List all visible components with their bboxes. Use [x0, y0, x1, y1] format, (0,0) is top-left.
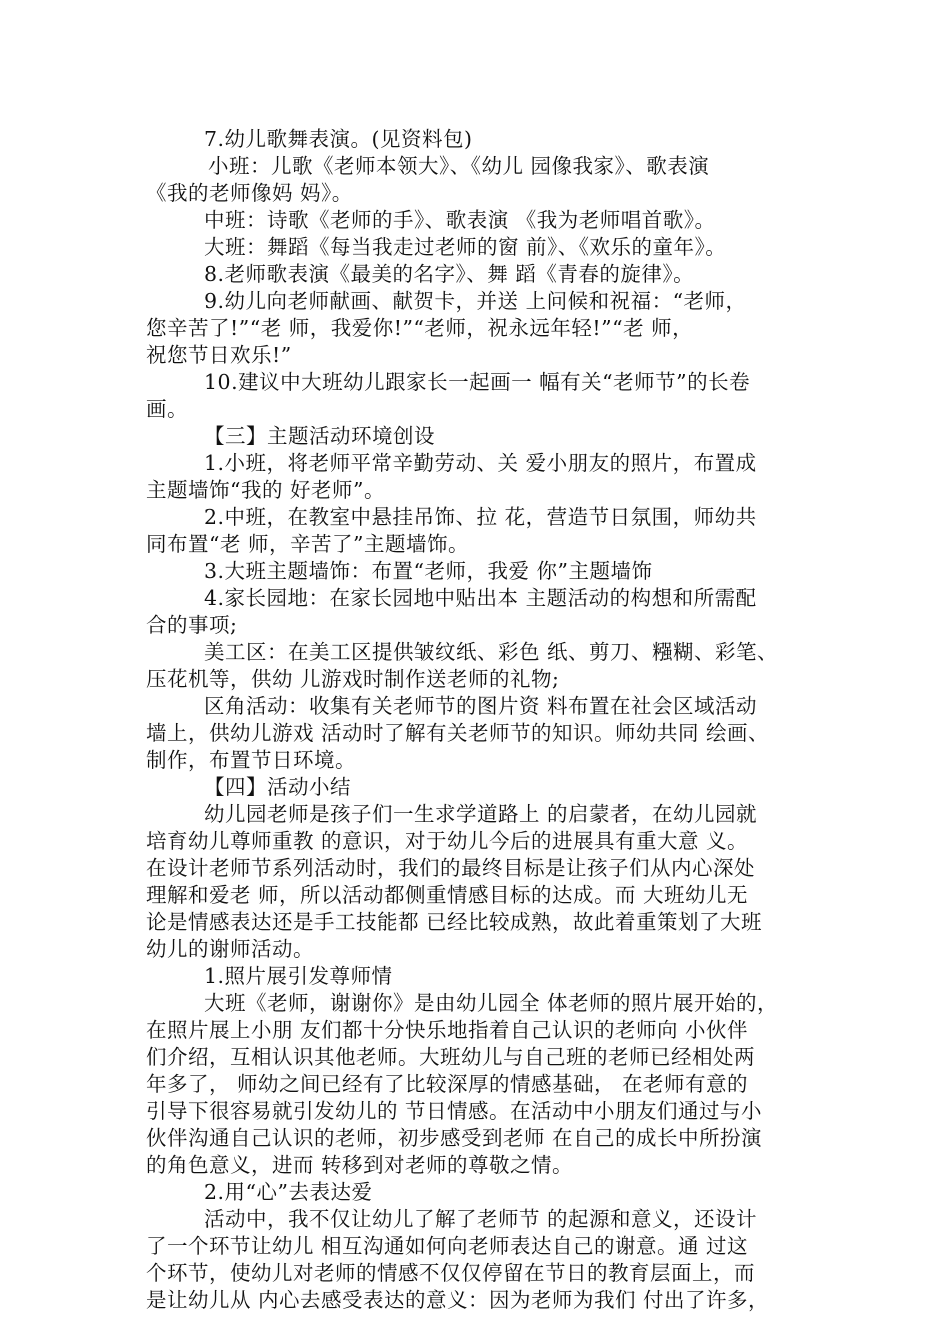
text-line: 您辛苦了!”“老 师，我爱你!”“老师，祝永远年轻!”“老 师， — [146, 316, 694, 340]
text-line: 【四】活动小结 — [204, 775, 351, 799]
text-line: 大班：舞蹈《每当我走过老师的窗 前》、《欢乐的童年》。 — [204, 235, 727, 259]
text-line: 祝您节日欢乐!” — [146, 343, 292, 367]
text-line: 小班：儿歌《老师本领大》、《幼儿 园像我家》、歌表演 — [208, 154, 710, 178]
text-line: 活动中，我不仅让幼儿了解了老师节 的起源和意义，还设计 — [204, 1207, 758, 1231]
text-line: 【三】主题活动环境创设 — [204, 424, 435, 448]
text-line: 是让幼儿从 内心去感受表达的意义：因为老师为我们 付出了许多， — [146, 1288, 770, 1312]
text-line: 1.照片展引发尊师情 — [204, 964, 393, 988]
text-line: 3.大班主题墙饰：布置“老师，我爱 你”主题墙饰 — [204, 559, 653, 583]
text-line: 引导下很容易就引发幼儿的 节日情感。在活动中小朋友们通过与小 — [146, 1099, 763, 1123]
text-line: 2.用“心”去表达爱 — [204, 1180, 373, 1204]
text-line: 合的事项; — [146, 613, 238, 637]
text-line: 《我的老师像妈 妈》。 — [146, 181, 353, 205]
text-line: 墙上，供幼儿游戏 活动时了解有关老师节的知识。师幼共同 绘画、 — [146, 721, 770, 745]
text-line: 美工区：在美工区提供皱纹纸、彩色 纸、剪刀、糨糊、彩笔、 — [204, 640, 779, 664]
text-line: 幼儿的谢师活动。 — [146, 937, 314, 961]
text-line: 10.建议中大班幼儿跟家长一起画一 幅有关“老师节”的长卷 — [204, 370, 751, 394]
text-line: 个环节，使幼儿对老师的情感不仅仅停留在节日的教育层面上，而 — [146, 1261, 755, 1285]
text-line: 的角色意义，进而 转移到对老师的尊敬之情。 — [146, 1153, 574, 1177]
document-body — [146, 126, 811, 1314]
text-line: 理解和爱老 师，所以活动都侧重情感目标的达成。而 大班幼儿无 — [146, 883, 749, 907]
text-line: 画。 — [146, 397, 188, 421]
text-line: 8.老师歌表演《最美的名字》、舞 蹈《青春的旋律》。 — [204, 262, 695, 286]
text-line: 在照片展上小朋 友们都十分快乐地指着自己认识的老师向 小伙伴 — [146, 1018, 749, 1042]
text-line: 论是情感表达还是手工技能都 已经比较成熟，故此着重策划了大班 — [146, 910, 763, 934]
text-line: 在设计老师节系列活动时，我们的最终目标是让孩子们从内心深处 — [146, 856, 755, 880]
text-line: 1.小班，将老师平常辛勤劳动、关 爱小朋友的照片，布置成 — [204, 451, 757, 475]
text-line: 4.家长园地：在家长园地中贴出本 主题活动的构想和所需配 — [204, 586, 757, 610]
text-line: 区角活动：收集有关老师节的图片资 料布置在社会区域活动 — [204, 694, 758, 718]
text-line: 伙伴沟通自己认识的老师，初步感受到老师 在自己的成长中所扮演 — [146, 1126, 763, 1150]
text-line: 们介绍，互相认识其他老师。大班幼儿与自己班的老师已经相处两 — [146, 1045, 755, 1069]
text-line: 了一个环节让幼儿 相互沟通如何向老师表达自己的谢意。通 过这 — [146, 1234, 749, 1258]
text-line: 制作，布置节日环境。 — [146, 748, 356, 772]
text-line: 中班：诗歌《老师的手》、歌表演 《我为老师唱首歌》。 — [204, 208, 716, 232]
text-line: 7.幼儿歌舞表演。(见资料包) — [204, 127, 473, 151]
text-line: 9.幼儿向老师献画、献贺卡，并送 上问候和祝福：“老师， — [204, 289, 747, 313]
text-line: 压花机等，供幼 儿游戏时制作送老师的礼物; — [146, 667, 560, 691]
text-line: 主题墙饰“我的 好老师”。 — [146, 478, 385, 502]
text-line: 同布置“老 师，辛苦了”主题墙饰。 — [146, 532, 469, 556]
text-line: 大班《老师，谢谢你》是由幼儿园全 体老师的照片展开始的， — [204, 991, 779, 1015]
text-line: 年多了， 师幼之间已经有了比较深厚的情感基础， 在老师有意的 — [146, 1072, 749, 1096]
text-line: 幼儿园老师是孩子们一生求学道路上 的启蒙者，在幼儿园就 — [204, 802, 758, 826]
text-line: 2.中班，在教室中悬挂吊饰、拉 花，营造节日氛围，师幼共 — [204, 505, 757, 529]
text-line: 培育幼儿尊师重教 的意识，对于幼儿今后的进展具有重大意 义。 — [146, 829, 749, 853]
